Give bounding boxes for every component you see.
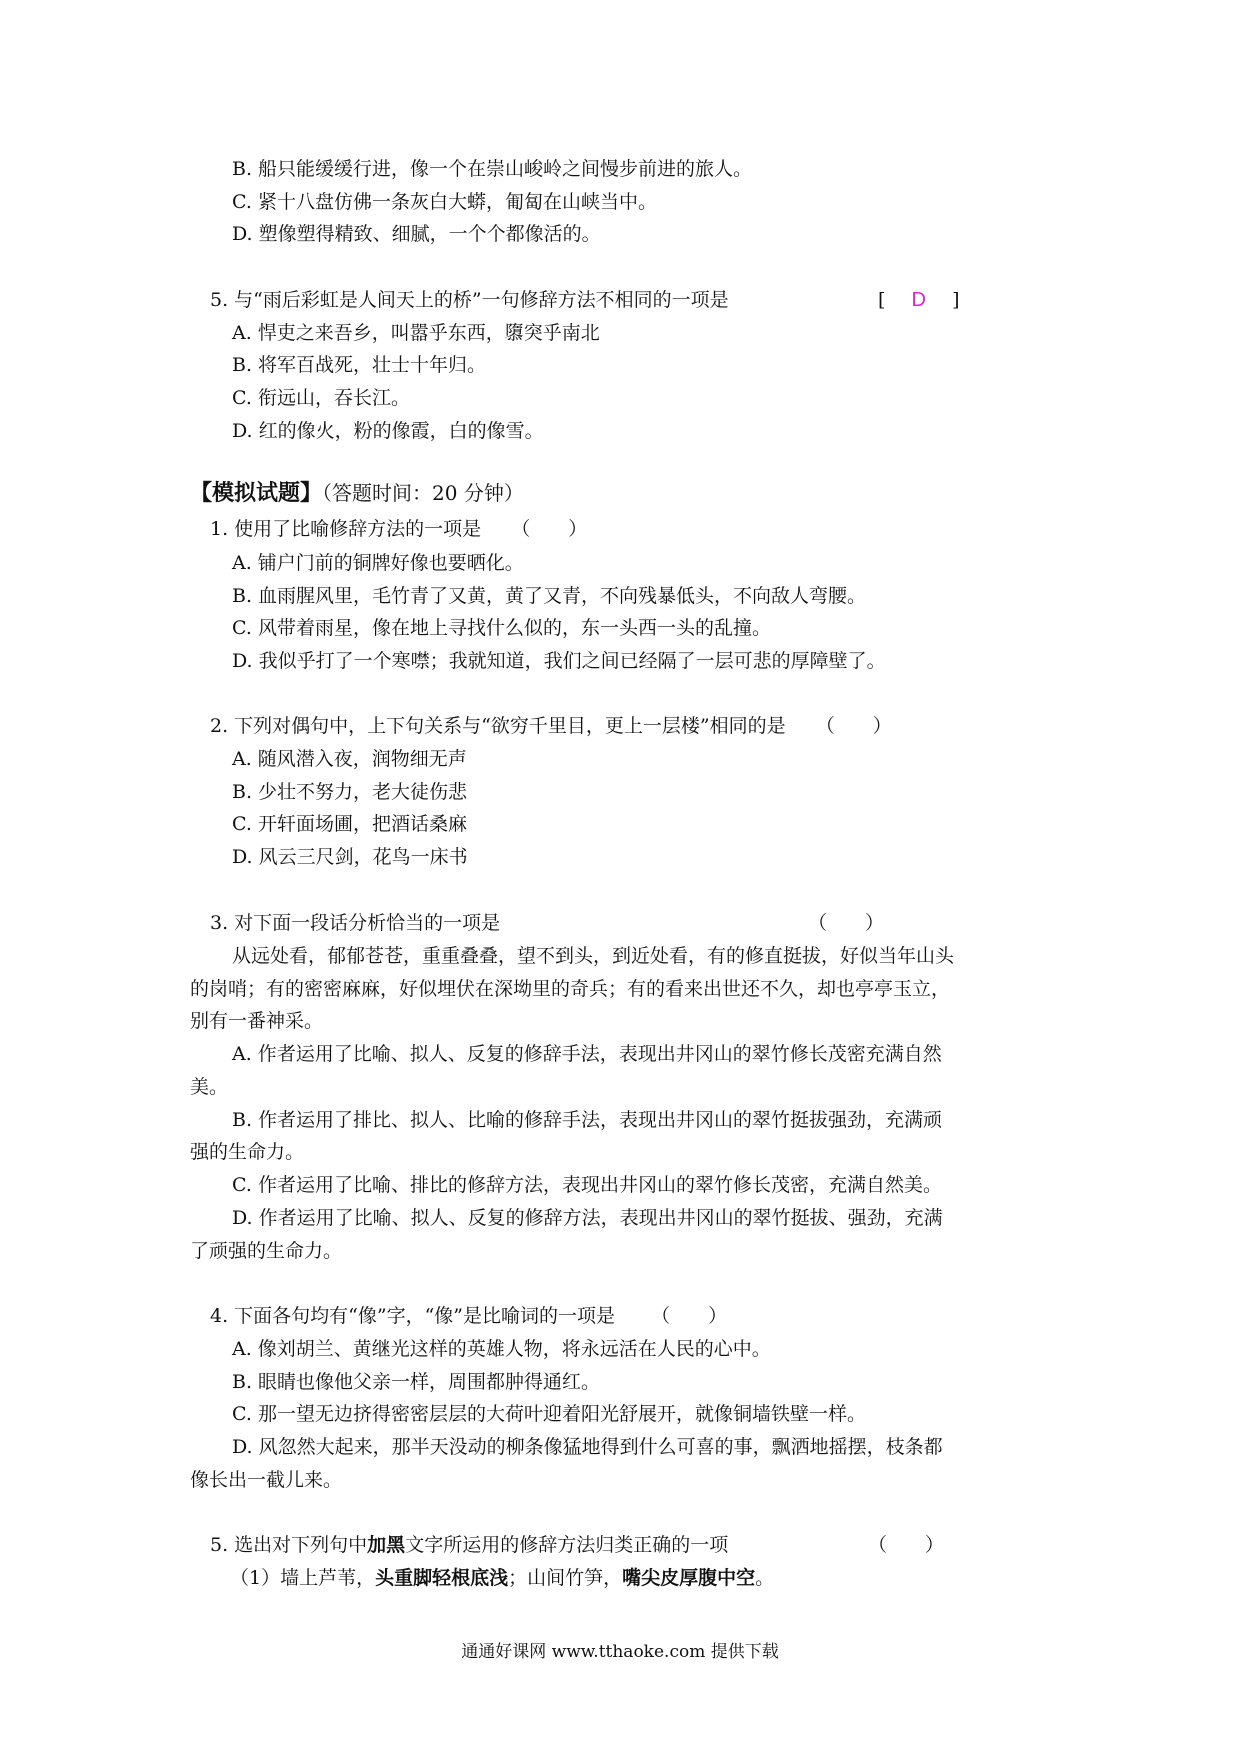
- question-5b-stem: [210, 1532, 728, 1558]
- bold-text: 加黑: [367, 1534, 406, 1556]
- option-d: D. 我似乎打了一个寒噤；我就知道，我们之间已经隔了一层可悲的厚障壁了。: [232, 650, 886, 672]
- answer-bracket: （ ）: [511, 518, 588, 540]
- option-b: B. 船只能缓缓行进，像一个在崇山峻岭之间慢步前进的旅人。: [232, 158, 753, 180]
- question-1-stem: [210, 516, 587, 542]
- option-d: D. 作者运用了比喻、拟人、反复的修辞方法，表现出井冈山的翠竹挺拔、强劲，充满: [232, 1207, 943, 1229]
- option-c: C. 风带着雨星，像在地上寻找什么似的，东一头西一头的乱撞。: [232, 617, 771, 639]
- option-a-continued: 美。: [190, 1076, 229, 1098]
- question-text: 文字所运用的修辞方法归类正确的一项: [405, 1534, 729, 1556]
- question-5a-stem: 5. 与“雨后彩虹是人间天上的桥”一句修辞方法不相同的一项是: [210, 289, 729, 311]
- section-subtitle: （答题时间：20 分钟）: [322, 481, 524, 505]
- section-title: 【模拟试题】: [190, 480, 323, 506]
- option-c: C. 紧十八盘仿佛一条灰白大蟒，匍匐在山峡当中。: [232, 191, 657, 213]
- answer-bracket: （ ）: [815, 715, 892, 737]
- option-d-continued: 了顽强的生命力。: [190, 1240, 343, 1262]
- passage-line: 别有一番神采。: [190, 1010, 324, 1032]
- option-a: A. 随风潜入夜，润物细无声: [232, 748, 467, 770]
- option-a: A. 悍吏之来吾乡，叫嚣乎东西，隳突乎南北: [232, 322, 600, 344]
- question-text: 4. 下面各句均有“像”字，“像”是比喻词的一项是: [210, 1305, 616, 1327]
- question-3-stem: 3. 对下面一段话分析恰当的一项是: [210, 912, 501, 934]
- bracket-open: [: [878, 289, 886, 311]
- bracket-close: ]: [952, 289, 960, 311]
- question-text: 1. 使用了比喻修辞方法的一项是: [210, 518, 482, 540]
- question-text: 5. 选出对下列句中: [210, 1534, 368, 1556]
- bold-text: 头重脚轻根底浅: [375, 1567, 509, 1589]
- option-d: D. 风忽然大起来，那半天没动的柳条像猛地得到什么可喜的事，飘洒地摇摆，枝条都: [232, 1436, 943, 1458]
- option-c: C. 作者运用了比喻、排比的修辞方法，表现出井冈山的翠竹修长茂密，充满自然美。: [232, 1174, 942, 1196]
- question-4-stem: [210, 1303, 727, 1329]
- option-b: B. 少壮不努力，老大徒伤悲: [232, 781, 468, 803]
- option-b: B. 血雨腥风里，毛竹青了又黄，黄了又青，不向残暴低头，不向敌人弯腰。: [232, 585, 867, 607]
- option-d: D. 风云三尺剑，花鸟一床书: [232, 846, 468, 868]
- option-b: B. 作者运用了排比、拟人、比喻的修辞手法，表现出井冈山的翠竹挺拔强劲，充满顽: [232, 1109, 943, 1131]
- page-footer: 通通好课网 www.tthaoke.com 提供下载: [461, 1642, 779, 1662]
- bold-text: 嘴尖皮厚腹中空: [622, 1567, 756, 1589]
- option-a: A. 铺户门前的铜牌好像也要晒化。: [232, 552, 524, 574]
- option-b-continued: 强的生命力。: [190, 1141, 305, 1163]
- option-c: C. 开轩面场圃，把酒话桑麻: [232, 813, 467, 835]
- sentence-text: 。: [755, 1567, 775, 1589]
- question-text: 2. 下列对偶句中，上下句关系与“欲穷千里目，更上一层楼”相同的是: [210, 715, 786, 737]
- answer-letter: D: [911, 289, 926, 311]
- answer-bracket: [878, 287, 959, 313]
- passage-line: 从远处看，郁郁苍苍，重重叠叠，望不到头，到近处看，有的修直挺拔，好似当年山头: [232, 945, 955, 967]
- answer-bracket: （ ）: [868, 1534, 945, 1556]
- option-d: D. 红的像火，粉的像霞，白的像雪。: [232, 420, 544, 442]
- option-c: C. 那一望无边挤得密密层层的大荷叶迎着阳光舒展开，就像铜墙铁壁一样。: [232, 1403, 866, 1425]
- option-d: D. 塑像塑得精致、细腻，一个个都像活的。: [232, 223, 601, 245]
- section-heading: [190, 480, 524, 507]
- option-d-continued: 像长出一截儿来。: [190, 1469, 343, 1491]
- sentence-1: [230, 1565, 774, 1591]
- option-a: A. 像刘胡兰、黄继光这样的英雄人物，将永远活在人民的心中。: [232, 1338, 771, 1360]
- option-b: B. 眼睛也像他父亲一样，周围都肿得通红。: [232, 1371, 601, 1393]
- passage-line: 的岗哨；有的密密麻麻，好似埋伏在深坳里的奇兵；有的看来出世还不久，却也亭亭玉立，: [190, 978, 951, 1000]
- question-2-stem: [210, 713, 892, 739]
- option-b: B. 将军百战死，壮士十年归。: [232, 354, 487, 376]
- option-c: C. 衔远山，吞长江。: [232, 387, 410, 409]
- sentence-text: （1）墙上芦苇，: [230, 1567, 376, 1589]
- sentence-text: ；山间竹笋，: [508, 1567, 623, 1589]
- option-a: A. 作者运用了比喻、拟人、反复的修辞手法，表现出井冈山的翠竹修长茂密充满自然: [232, 1043, 942, 1065]
- answer-bracket: （ ）: [808, 912, 885, 934]
- answer-bracket: （ ）: [651, 1305, 728, 1327]
